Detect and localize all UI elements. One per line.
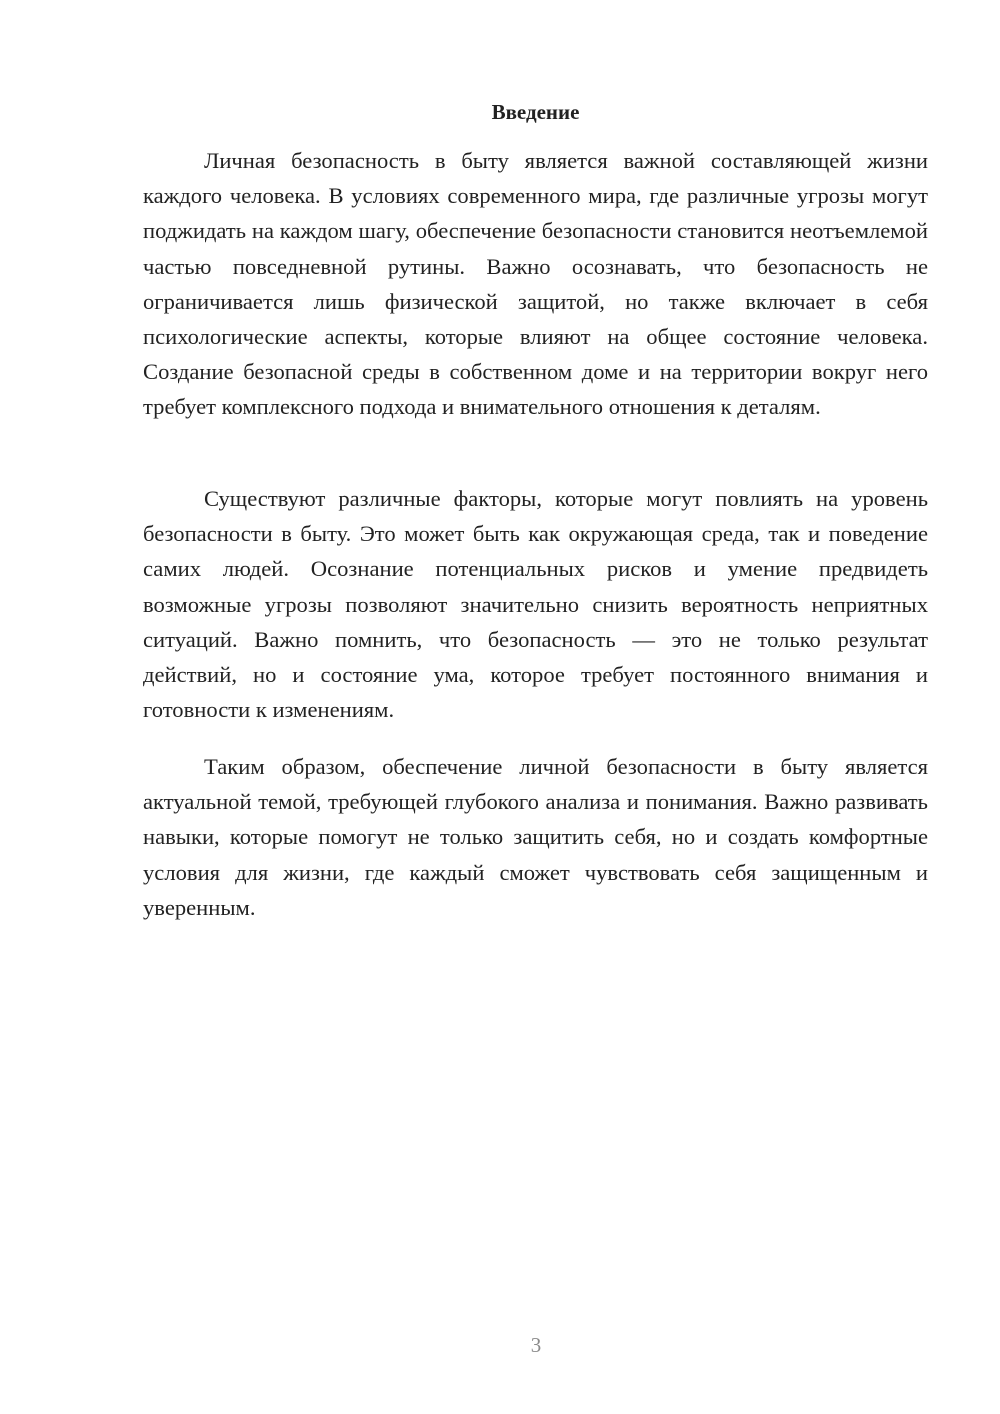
page-number: 3: [530, 1333, 542, 1357]
section-heading: Введение: [491, 100, 580, 124]
paragraph-3: Таким образом, обеспечение личной безопасности в быту является актуальной темой, требующей глубокого анализа и понимания. Важно развивать навыки, которые помогут не только защитить себя, но и создать комфортные условия для жизни, где каждый сможет чувствовать себя защищенным и уверенным.: [143, 754, 928, 920]
paragraph-1: Личная безопасность в быту является важной составляющей жизни каждого человека. В условиях современного мира, где различные угрозы могут поджидать на каждом шагу, обеспечение безопасности становится неотъемлемой частью повседневной рутины. Важно осознавать, что безопасность не ограничивается лишь физической защитой, но также включает в себя психологические аспекты, которые влияют на общее состояние человека. Создание безопасной среды в собственном доме и на территории вокруг него требует комплексного подхода и внимательного отношения к деталям.: [143, 148, 928, 420]
paragraph-2: Существуют различные факторы, которые могут повлиять на уровень безопасности в быту. Это может быть как окружающая среда, так и поведение самих людей. Осознание потенциальных рисков и умение предвидеть возможные угрозы позволяют значительно снизить вероятность неприятных ситуаций. Важно помнить, что безопасность — это не только результат действий, но и состояние ума, которое требует постоянного внимания и готовности к изменениям.: [143, 486, 928, 723]
